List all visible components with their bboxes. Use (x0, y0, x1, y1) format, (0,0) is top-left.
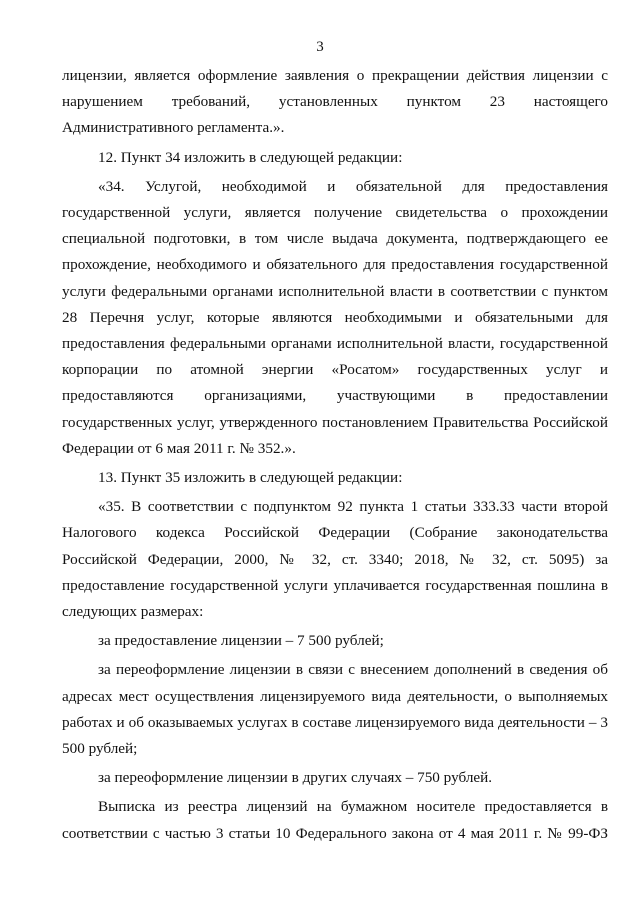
paragraph-item-12-heading: 12. Пункт 34 изложить в следующей редакции: (98, 148, 403, 166)
paragraph-item-34: «34. Услугой, необходимой и обязательной для предоставления государственной услуги, является получение свидетельства о прохождении специальной подготовки, в том числе выдача документа, подтверждающего ее прохождение, необходимого и обязательного для предоставления государственной услуги федеральными органами исполнительной власти в соответствии с пунктом 28 Перечня услуг, которые являются необходимыми и обязательными для предоставления федеральными органами исполнительной власти, государственной корпорации по атомной энергии «Росатом» государственных услуг и предоставляются организациями, участвующими в предоставлении государственных услуг, утвержденного постановлением Правительства Российской Федерации от 6 мая 2011 г. № 352.». (62, 177, 608, 457)
document-body (62, 63, 608, 847)
paragraph-fee-reissue-additions: за переоформление лицензии в связи с внесением дополнений в сведения об адресах мест осуществления лицензируемого вида деятельности, о выполняемых работах и об оказываемых услугах в составе лицензируемого вида деятельности – 3 500 рублей; (62, 661, 608, 758)
paragraph-fee-reissue-other: за переоформление лицензии в других случаях – 750 рублей. (98, 769, 493, 787)
paragraph-fee-license-grant: за предоставление лицензии – 7 500 рублей; (98, 632, 384, 650)
paragraph-registry-extract: Выписка из реестра лицензий на бумажном носителе предоставляется в соответствии с частью 3 статьи 10 Федерального закона от 4 мая 2011 г. № 99-ФЗ (62, 798, 608, 842)
page-number: 3 (316, 39, 324, 55)
paragraph-license-termination: лицензии, является оформление заявления о прекращении действия лицензии с нарушением требований, установленных пунктом 23 настоящего Административного регламента.». (62, 67, 608, 137)
paragraph-item-13-heading: 13. Пункт 35 изложить в следующей редакции: (98, 469, 403, 487)
paragraph-item-35: «35. В соответствии с подпунктом 92 пункта 1 статьи 333.33 части второй Налогового кодекса Российской Федерации (Собрание законодательства Российской Федерации, 2000, № 32, ст. 3340; 2018, № 32, ст. 5095) за предоставление государственной услуги уплачивается государственная пошлина в следующих размерах: (62, 498, 608, 621)
